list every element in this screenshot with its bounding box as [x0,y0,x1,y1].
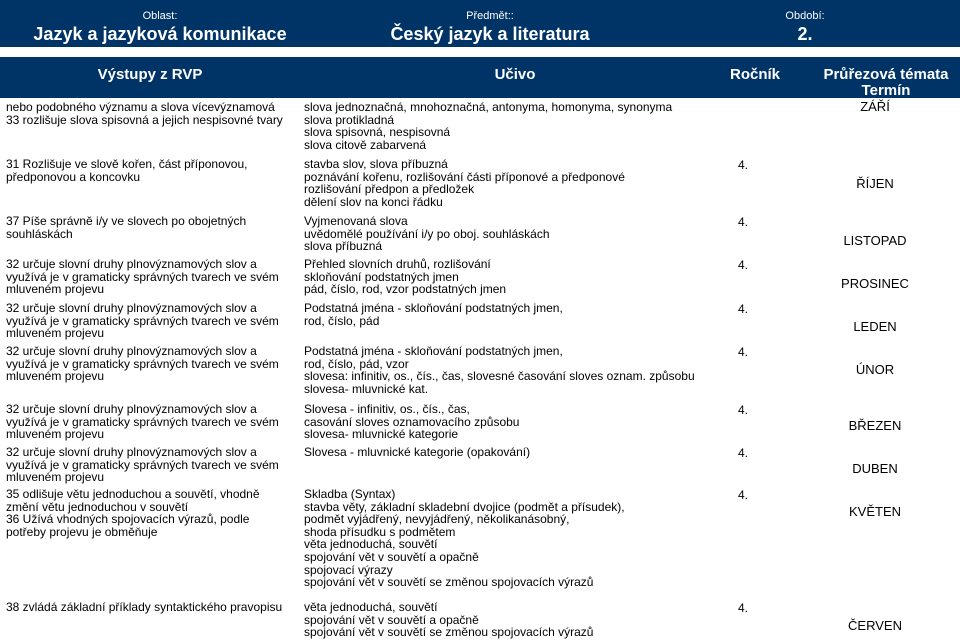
ucivo-6: Podstatná jména - skloňování podstatných jmen, rod, číslo, pád, vzor slovesa: infinitiv, os., čís., čas, slovesné časování sloves oznam. způsobu slovesa- mluvnické kat. [304,344,695,396]
rocnik-1: 4. [738,158,749,172]
col-rocnik: Ročník [730,66,781,83]
obdobi-value: 2. [797,24,813,44]
termin-prosinec: PROSINEC [841,276,909,291]
termin-rijen: ŘÍJEN [856,176,894,191]
col-prurezova: Průřezová témata [823,66,949,83]
rocnik-2: 4. [738,215,749,229]
ucivo-5: Podstatná jména - skloňování podstatných jmen, rod, číslo, pád [304,301,563,328]
obdobi-label: Období: [785,10,825,22]
vystup-4: 32 určuje slovní druhy plnovýznamových slov a využívá je v gramaticky správných tvarech ve svém mluveném projevu [6,257,279,297]
termin-unor: ÚNOR [855,362,895,377]
ucivo-3: Vyjmenovaná slova uvědomělé používání i/y po oboj. souhláskách slova příbuzná [304,214,550,254]
vystup-2: 31 Rozlišuje ve slově kořen, část příponovou, předponovou a koncovku [6,157,248,184]
termin-kveten: KVĚTEN [848,504,901,519]
vystup-6: 32 určuje slovní druhy plnovýznamových slov a využívá je v gramaticky správných tvarech ve svém mluveném projevu [6,344,279,384]
rocnik-7: 4. [738,446,749,460]
vystup-1: nebo podobného významu a slova vícevýznamová 33 rozlišuje slova spisovná a jejich nespisovné tvary [6,100,283,127]
rocnik-8: 4. [738,488,749,502]
rocnik-5: 4. [738,345,749,359]
ucivo-8: Slovesa - mluvnické kategorie (opakování) [304,445,531,459]
rocnik-4: 4. [738,302,749,316]
rocnik-6: 4. [738,403,749,417]
oblast-block [0,0,320,47]
predmet-value: Český jazyk a literatura [390,24,590,44]
termin-listopad: LISTOPAD [843,233,907,248]
rocnik-9: 4. [738,601,749,615]
vystup-10: 38 zvládá základní příklady syntaktického pravopisu [6,600,283,614]
col-ucivo: Učivo [494,66,536,83]
rocnik-3: 4. [738,258,749,272]
vystup-5: 32 určuje slovní druhy plnovýznamových slov a využívá je v gramaticky správných tvarech ve svém mluveném projevu [6,301,279,341]
ucivo-9: Skladba (Syntax) stavba věty, základní skladební dvojice (podmět a přísudek), podmět vyjádřený, nevyjádřený, několikanásobný, shoda přísudku s podmětem věta jednoduchá, souvětí spojování vět v souvětí a opačně spojovací výrazy spojování vět v souvětí se změnou spojovacích výrazů [304,487,625,590]
ucivo-1: slova jednoznačná, mnohoznačná, antonyma, homonyma, synonyma slova protikladná slova spisovná, nespisovná slova citově zabarvená [304,100,673,152]
col-vystupy: Výstupy z RVP [97,66,203,83]
termin-zari: ZÁŘÍ [860,99,890,114]
ucivo-10: věta jednoduchá, souvětí spojování vět v souvětí a opačně spojování vět v souvětí se změnou spojovacích výrazů [304,600,594,640]
predmet-label: Předmět:: [466,10,514,22]
vystup-8: 32 určuje slovní druhy plnovýznamových slov a využívá je v gramaticky správných tvarech ve svém mluveném projevu [6,445,279,485]
predmet-block [320,0,660,47]
termin-leden: LEDEN [853,319,897,334]
termin-cerven: ČERVEN [848,618,902,633]
col-termin: Termín [861,82,911,99]
oblast-value: Jazyk a jazyková komunikace [33,24,287,44]
termin-brezen: BŘEZEN [848,418,902,433]
obdobi-block [690,0,920,47]
ucivo-2: stavba slov, slova příbuzná poznávání kořenu, rozlišování části příponové a předponové rozlišování předpon a předložek dělení slov na konci řádku [304,157,625,209]
vystup-9: 35 odlišuje větu jednoduchou a souvětí, vhodně změní větu jednoduchou v souvětí 36 Užívá vhodných spojovacích výrazů, podle potřeby projevu je obměňuje [6,487,260,539]
vystup-3: 37 Píše správně i/y ve slovech po obojetných souhláskách [6,214,247,241]
ucivo-4: Přehled slovních druhů, rozlišování skloňování podstatných jmen pád, číslo, rod, vzor podstatných jmen [304,257,507,297]
oblast-label: Oblast: [142,10,178,22]
vystup-7: 32 určuje slovní druhy plnovýznamových slov a využívá je v gramaticky správných tvarech ve svém mluveném projevu [6,402,279,442]
ucivo-7: Slovesa - infinitiv, os., čís., čas, casování sloves oznamovacího způsobu slovesa- mluvnické kategorie [304,402,520,442]
termin-duben: DUBEN [852,461,898,476]
